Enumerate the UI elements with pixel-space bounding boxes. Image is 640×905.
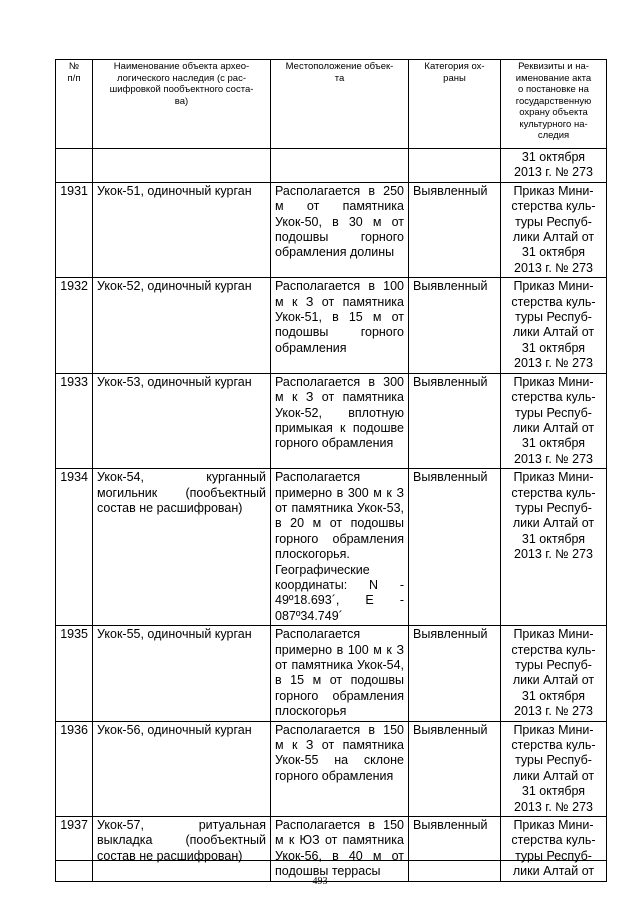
heritage-registry-table [55, 59, 607, 882]
table-row [56, 182, 607, 277]
row-number: 1935 [56, 626, 93, 721]
act-requisites: Приказ Мини- стерства куль- туры Респуб- лики Алтай от 31 октября 2013 г. № 273 [501, 626, 607, 721]
row-number: 1932 [56, 278, 93, 373]
object-location: Располагается примерно в 300 м к З от памятника Укок-53, в 20 м от подошвы горного обрамления плоскогорья. Географические координаты: N - 49º18.693´, E - 087º34.749´ [271, 469, 409, 626]
protection-category: Выявленный [409, 373, 501, 468]
header-requisites: Реквизиты и на- именование акта о постановке на государственную охрану объекта культурного на- следия [501, 60, 607, 149]
continuation-number-cell [56, 149, 93, 183]
table-row [56, 721, 607, 816]
header-location: Местоположение объек- та [271, 60, 409, 149]
object-location: Располагается в 300 м к З от памятника Укок-52, вплотную примыкая к подошве горного обрамления [271, 373, 409, 468]
table-row [56, 278, 607, 373]
header-object-name: Наименование объекта архео- логического наследия (с рас- шифровкой пообъектного соста- ва) [93, 60, 271, 149]
protection-category: Выявленный [409, 721, 501, 816]
object-name: Укок-52, одиночный курган [93, 278, 271, 373]
row-number: 1936 [56, 721, 93, 816]
object-location: Располагается в 150 м к З от памятника Укок-55 на склоне горного обрамления [271, 721, 409, 816]
header-number: № п/п [56, 60, 93, 149]
table-row [56, 817, 607, 882]
page-number: 493 [312, 876, 328, 887]
continuation-row [56, 149, 607, 183]
table-row [56, 469, 607, 626]
header-row [56, 60, 607, 149]
table-row [56, 626, 607, 721]
continuation-requisites-cell: 31 октября 2013 г. № 273 [501, 149, 607, 183]
continuation-category-cell [409, 149, 501, 183]
object-name: Укок-57, ритуальная выкладка (пообъектный состав не расшифрован) [93, 817, 271, 882]
act-requisites: Приказ Мини- стерства куль- туры Респуб- лики Алтай от [501, 817, 607, 882]
continuation-location-cell [271, 149, 409, 183]
protection-category: Выявленный [409, 817, 501, 882]
row-number: 1933 [56, 373, 93, 468]
protection-category: Выявленный [409, 469, 501, 626]
table-header [56, 60, 607, 149]
object-location: Располагается в 150 м к ЮЗ от памятника Укок-56, в 40 м от подошвы террасы [271, 817, 409, 882]
row-number: 1934 [56, 469, 93, 626]
protection-category: Выявленный [409, 182, 501, 277]
object-name: Укок-54, курганный могильник (пообъектный состав не расшифрован) [93, 469, 271, 626]
object-name: Укок-53, одиночный курган [93, 373, 271, 468]
object-location: Располагается в 100 м к З от памятника Укок-51, в 15 м от подошвы горного обрамления [271, 278, 409, 373]
continuation-name-cell [93, 149, 271, 183]
table-row [56, 373, 607, 468]
row-number: 1931 [56, 182, 93, 277]
object-location: Располагается примерно в 100 м к З от памятника Укок-54, в 15 м от подошвы горного обрамления плоскогорья [271, 626, 409, 721]
act-requisites: Приказ Мини- стерства куль- туры Респуб- лики Алтай от 31 октября 2013 г. № 273 [501, 182, 607, 277]
protection-category: Выявленный [409, 278, 501, 373]
act-requisites: Приказ Мини- стерства куль- туры Респуб- лики Алтай от 31 октября 2013 г. № 273 [501, 373, 607, 468]
object-name: Укок-56, одиночный курган [93, 721, 271, 816]
object-location: Располагается в 250 м от памятника Укок-50, в 30 м от подошвы горного обрамления долины [271, 182, 409, 277]
protection-category: Выявленный [409, 626, 501, 721]
table-body [56, 149, 607, 882]
act-requisites: Приказ Мини- стерства куль- туры Респуб- лики Алтай от 31 октября 2013 г. № 273 [501, 278, 607, 373]
row-number: 1937 [56, 817, 93, 882]
act-requisites: Приказ Мини- стерства куль- туры Респуб- лики Алтай от 31 октября 2013 г. № 273 [501, 469, 607, 626]
object-name: Укок-55, одиночный курган [93, 626, 271, 721]
object-name: Укок-51, одиночный курган [93, 182, 271, 277]
header-category: Категория ох- раны [409, 60, 501, 149]
act-requisites: Приказ Мини- стерства куль- туры Респуб- лики Алтай от 31 октября 2013 г. № 273 [501, 721, 607, 816]
page-bottom-rule [55, 860, 606, 861]
